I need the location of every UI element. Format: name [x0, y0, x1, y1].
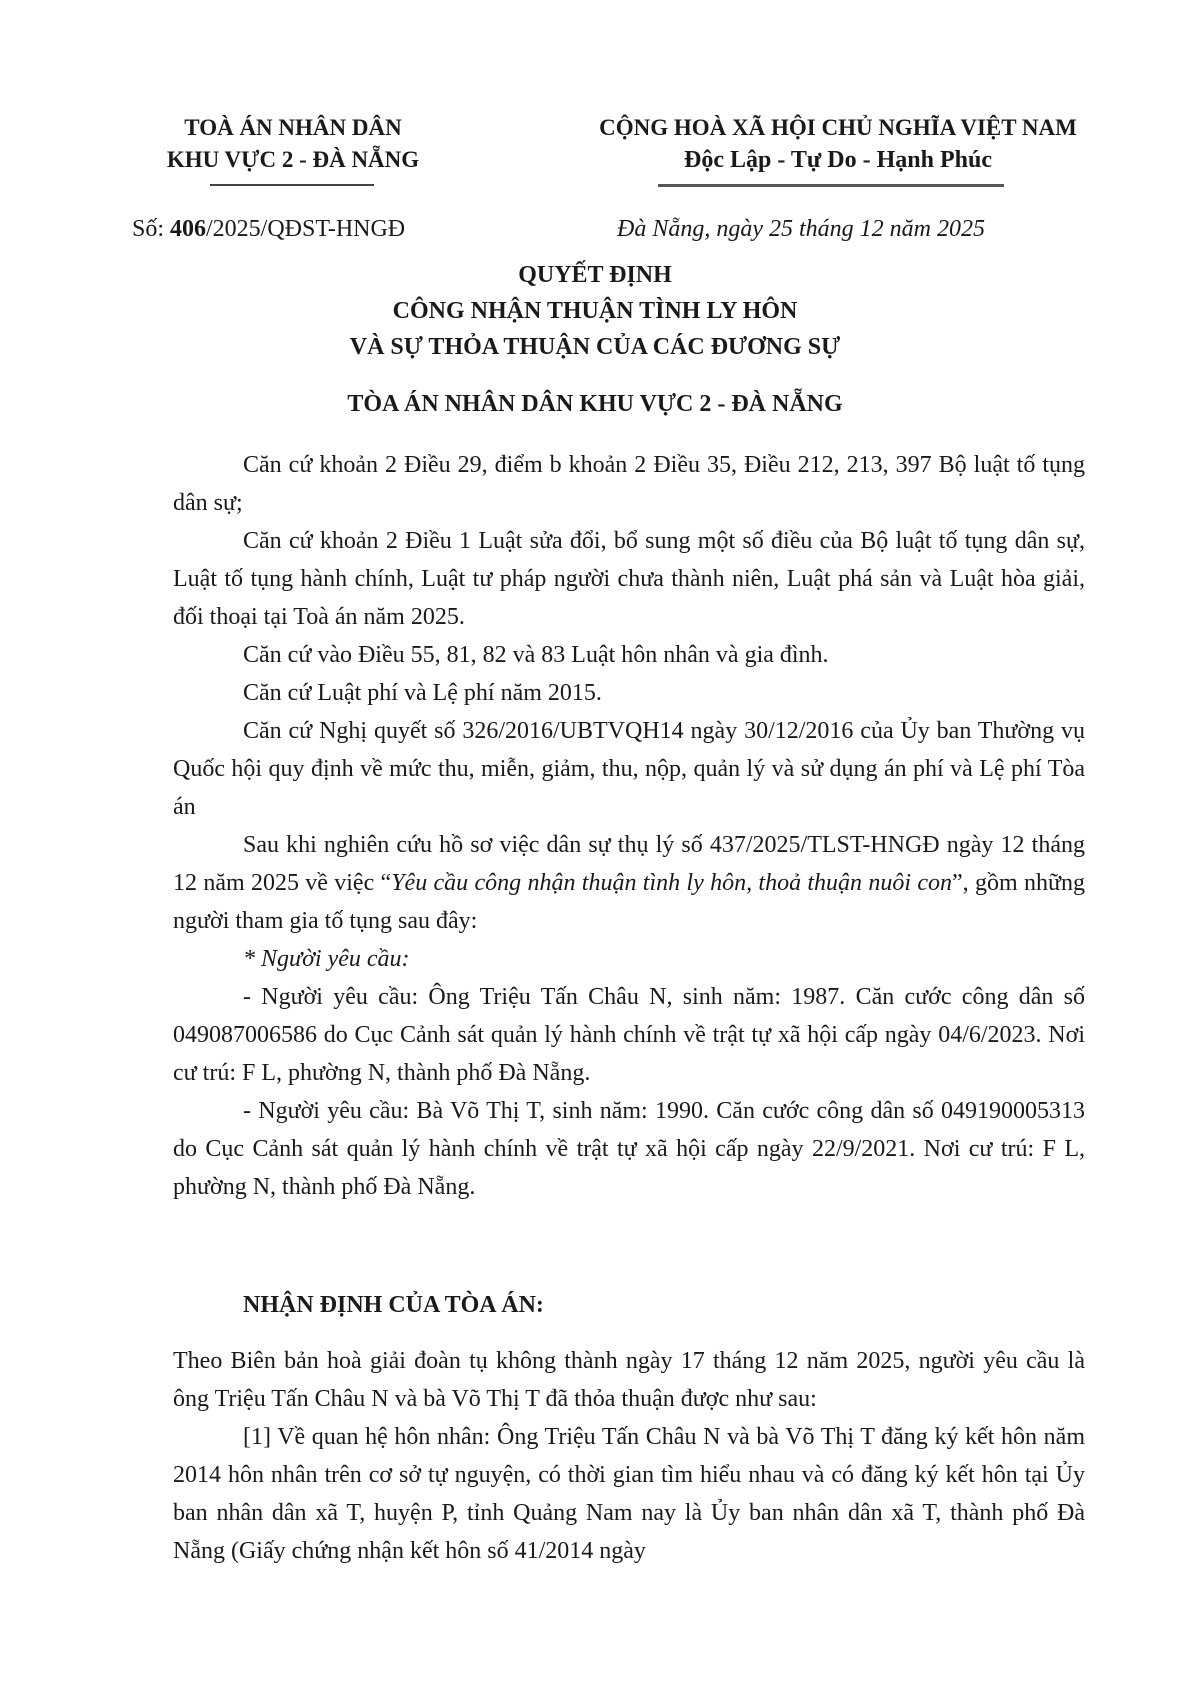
issuing-court: TÒA ÁN NHÂN DÂN KHU VỰC 2 - ĐÀ NẴNG	[347, 391, 843, 417]
document-number-suffix: /2025/QĐST-HNGĐ	[206, 216, 406, 242]
legal-basis-item: Căn cứ Luật phí và Lệ phí năm 2015.	[243, 680, 602, 706]
findings-heading: NHẬN ĐỊNH CỦA TÒA ÁN:	[243, 1292, 544, 1318]
national-header-underline	[658, 184, 1004, 187]
decision-subtitle-1: CÔNG NHẬN THUẬN TÌNH LY HÔN	[392, 298, 798, 324]
findings-paragraph: [1] Về quan hệ hôn nhân: Ông Triệu Tấn Châu N và bà Võ Thị T đăng ký kết hôn năm 2014 hôn nhân trên cơ sở tự nguyện, có thời gian tìm hiểu nhau và có đăng ký kết hôn tại Ủy ban nhân dân xã T, huyện P, tỉnh Quảng Nam nay là Ủy ban nhân dân xã T, thành phố Đà Nẵng (Giấy chứng nhận kết hôn số 41/2014 ngày	[173, 1424, 1085, 1564]
case-intro	[173, 826, 1085, 940]
findings-section	[173, 1342, 1085, 1570]
court-header	[128, 112, 458, 176]
legal-basis-item: Căn cứ khoản 2 Điều 1 Luật sửa đổi, bổ sung một số điều của Bộ luật tố tụng dân sự, Luật tố tụng hành chính, Luật tư pháp người chưa thành niên, Luật phá sản và Luật hòa giải, đối thoại tại Toà án năm 2025.	[173, 528, 1085, 630]
case-intro-text: Sau khi nghiên cứu hồ sơ việc dân sự thụ lý số 437/2025/TLST-HNGĐ ngày 12 tháng 12 năm 2025 về việc “	[173, 832, 1085, 896]
nation-name: CỘNG HOÀ XÃ HỘI CHỦ NGHĨA VIỆT NAM	[599, 115, 1077, 140]
document-number-prefix: Số:	[132, 216, 171, 242]
court-name: TOÀ ÁN NHÂN DÂN	[184, 115, 402, 140]
case-intro-text-end: ”, gồm những người tham gia tố tụng sau đây:	[173, 870, 1085, 934]
national-motto: Độc Lập - Tự Do - Hạnh Phúc	[683, 147, 992, 173]
case-subject: Yêu cầu công nhận thuận tình ly hôn, thoả thuận nuôi con	[391, 870, 953, 896]
requesters-label: * Người yêu cầu:	[243, 946, 410, 972]
court-region: KHU VỰC 2 - ĐÀ NẴNG	[166, 147, 420, 172]
decision-title: QUYẾT ĐỊNH	[518, 262, 672, 288]
findings-paragraph: Theo Biên bản hoà giải đoàn tụ không thành ngày 17 tháng 12 năm 2025, người yêu cầu là ông Triệu Tấn Châu N và bà Võ Thị T đã thỏa thuận được như sau:	[173, 1348, 1085, 1412]
court-header-underline	[210, 184, 374, 186]
legal-basis-section	[173, 446, 1085, 1206]
decision-subtitle-2: VÀ SỰ THỎA THUẬN CỦA CÁC ĐƯƠNG SỰ	[349, 334, 841, 360]
document-date: Đà Nẵng, ngày 25 tháng 12 năm 2025	[617, 216, 985, 242]
legal-basis-item: Căn cứ khoản 2 Điều 29, điểm b khoản 2 Điều 35, Điều 212, 213, 397 Bộ luật tố tụng dân sự;	[173, 452, 1085, 516]
legal-basis-item: Căn cứ vào Điều 55, 81, 82 và 83 Luật hôn nhân và gia đình.	[243, 642, 829, 668]
requester-item: - Người yêu cầu: Bà Võ Thị T, sinh năm: 1990. Căn cước công dân số 049190005313 do Cục Cảnh sát quản lý hành chính về trật tự xã hội cấp ngày 22/9/2021. Nơi cư trú: F L, phường N, thành phố Đà Nẵng.	[173, 1098, 1085, 1200]
document-number-value: 406	[170, 216, 207, 242]
national-header	[568, 112, 1108, 176]
legal-basis-item: Căn cứ Nghị quyết số 326/2016/UBTVQH14 ngày 30/12/2016 của Ủy ban Thường vụ Quốc hội quy định về mức thu, miễn, giảm, thu, nộp, quản lý và sử dụng án phí và Lệ phí Tòa án	[173, 718, 1085, 820]
document-number	[132, 216, 405, 243]
requester-item: - Người yêu cầu: Ông Triệu Tấn Châu N, sinh năm: 1987. Căn cước công dân số 049087006586 do Cục Cảnh sát quản lý hành chính về trật tự xã hội cấp ngày 04/6/2023. Nơi cư trú: F L, phường N, thành phố Đà Nẵng.	[173, 984, 1085, 1086]
